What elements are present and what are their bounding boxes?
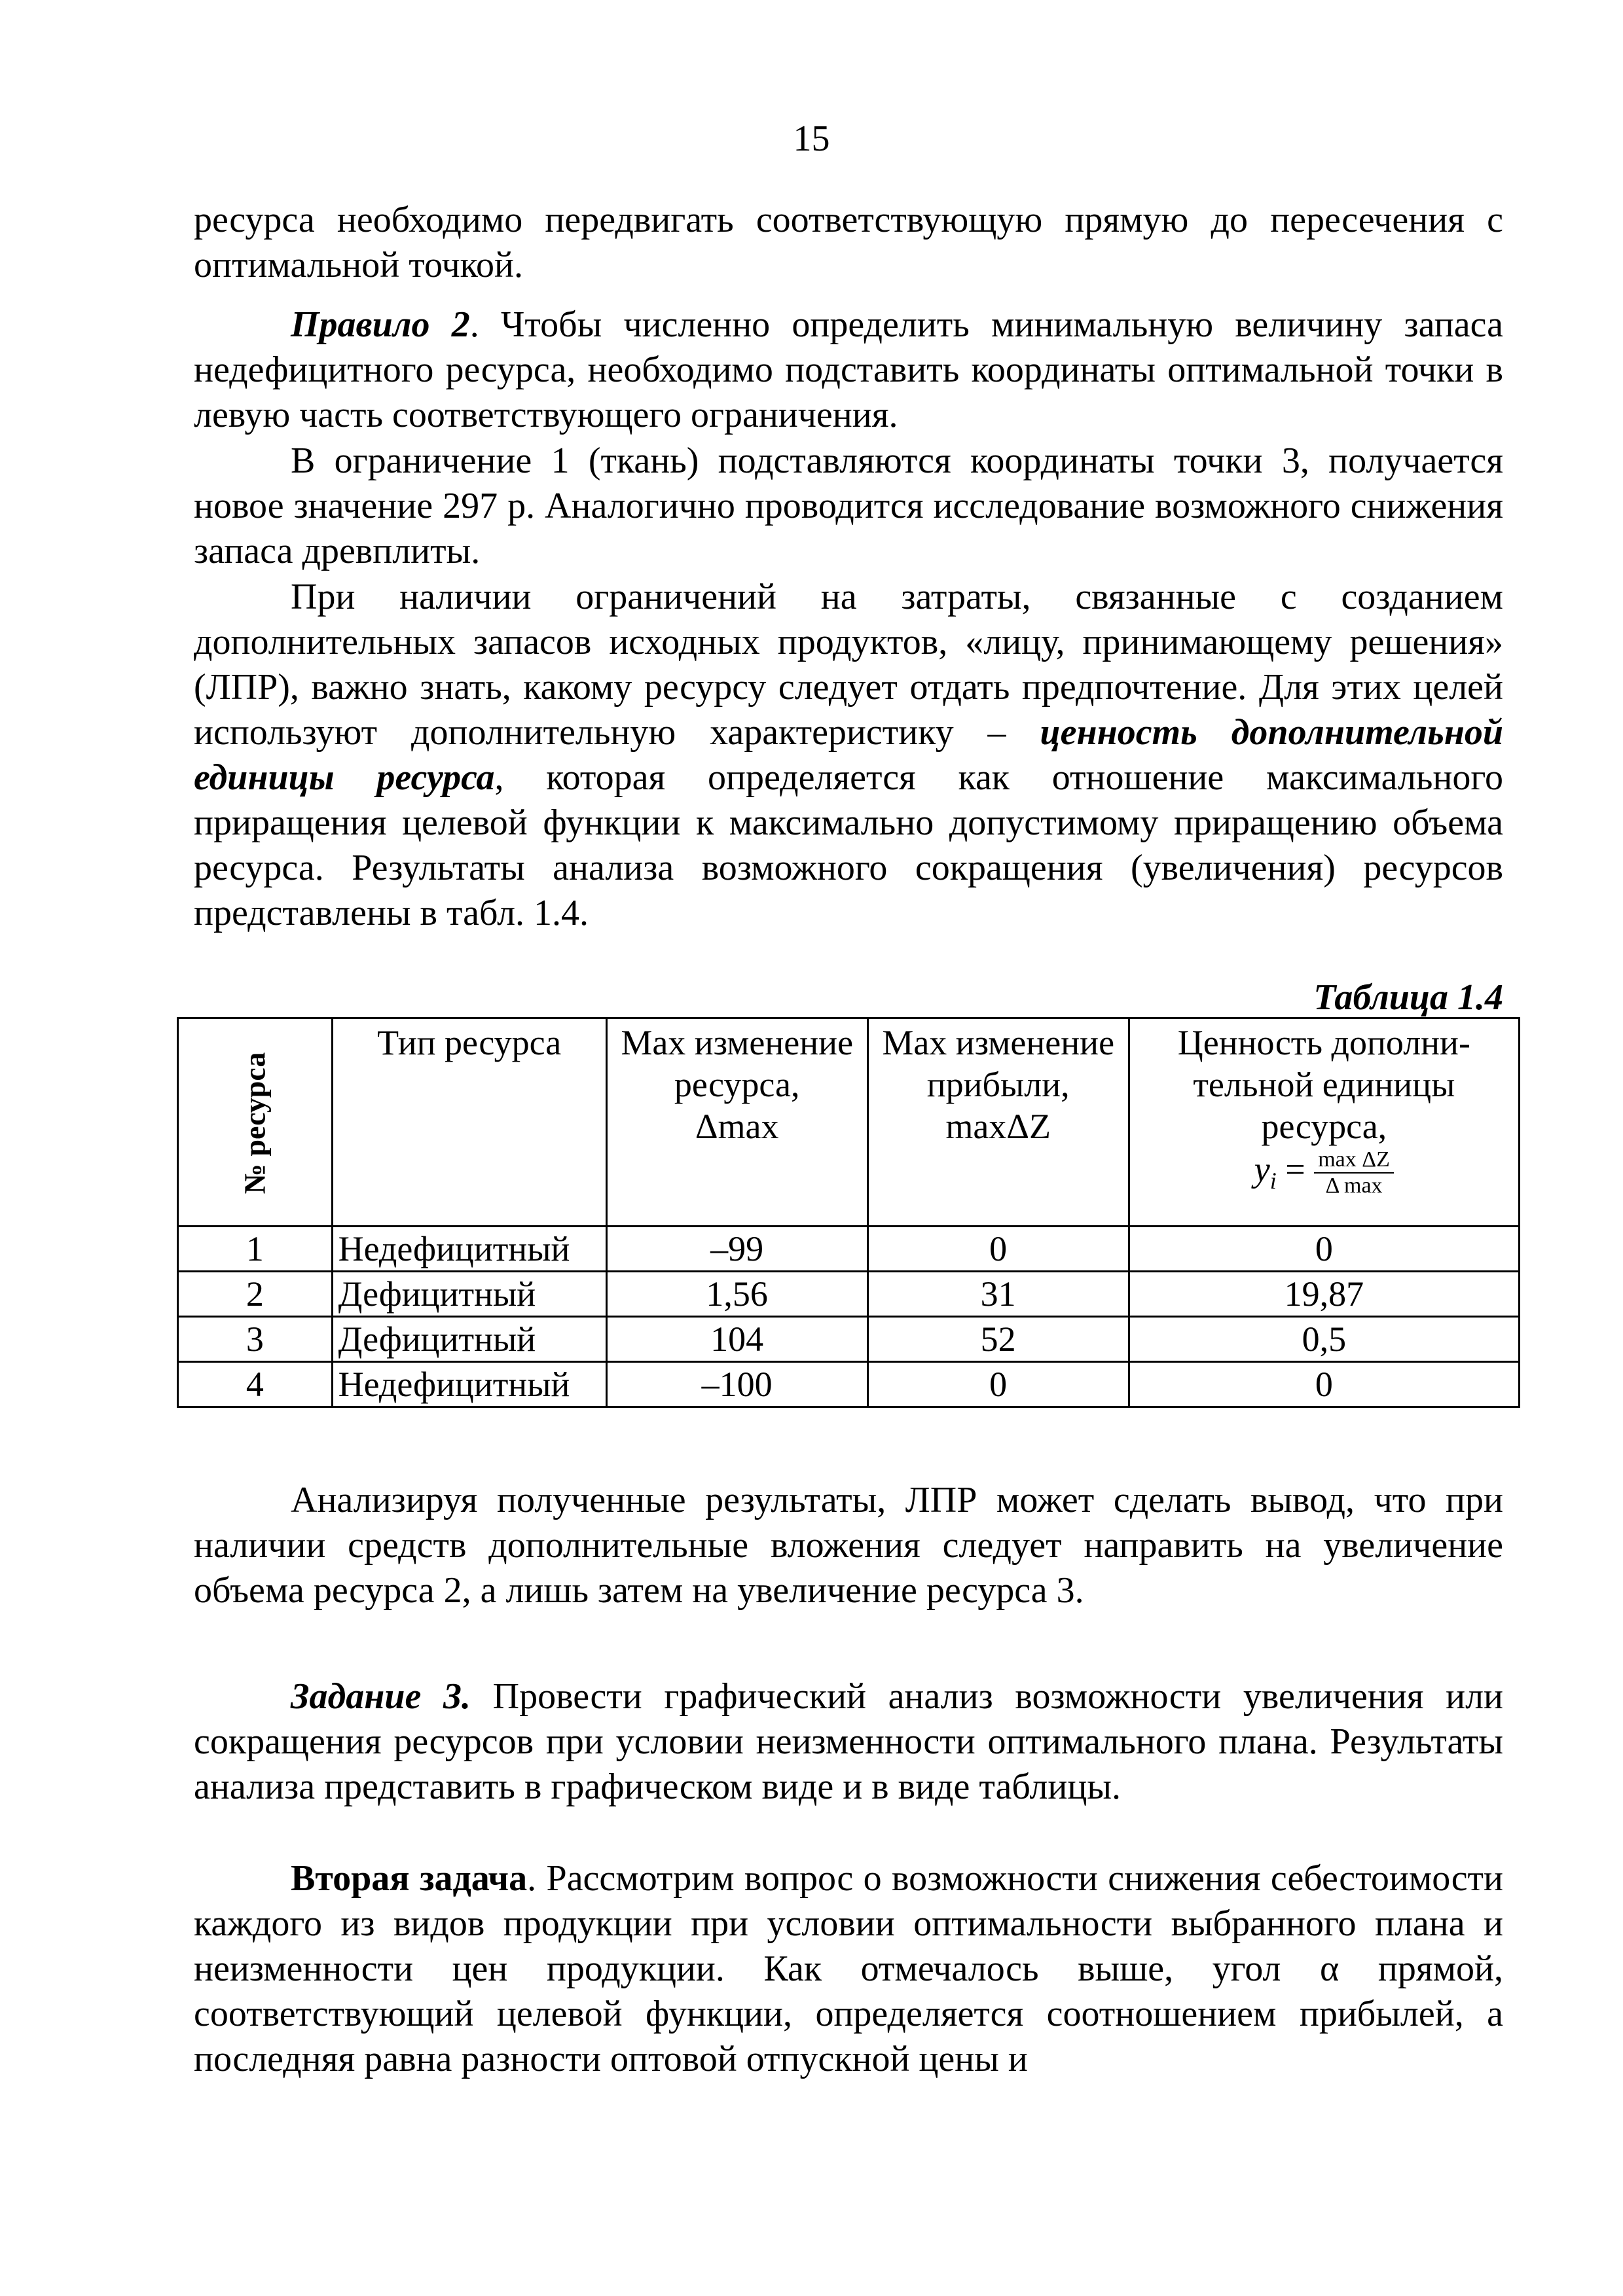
header-resource-type: Тип ресурса bbox=[332, 1018, 606, 1227]
task-3-label: Задание 3. bbox=[291, 1676, 471, 1717]
paragraph-rule-2 bbox=[194, 302, 1503, 438]
rule-2-paragraph bbox=[194, 302, 1503, 438]
resource-table bbox=[177, 1017, 1520, 1408]
header-resource-number: № ресурса bbox=[178, 1018, 333, 1227]
paragraph-second-task bbox=[194, 1856, 1503, 2082]
header-unit-value: Ценность дополни- тельной единицы ресурса, $y_i$ = $\frac{\text{max ΔZ}}{\text{Δ max}}$ bbox=[1129, 1018, 1519, 1227]
resource-value-text-before: При наличии ограничений на затраты, связанные с созданием дополнительных запасов исходных продуктов, «лицу, принимающему решения» (ЛПР), важно знать, какому ресурсу следует отдать предпочтение. Для этих целей используют дополнительную характеристику – bbox=[194, 577, 1503, 753]
paragraph-task-3 bbox=[194, 1674, 1503, 1810]
resource-value-paragraph bbox=[194, 575, 1503, 936]
second-task-paragraph bbox=[194, 1856, 1503, 2082]
table-row: 4 Недефицитный –100 0 0 bbox=[178, 1362, 1520, 1407]
table-row: 3 Дефицитный 104 52 0,5 bbox=[178, 1317, 1520, 1362]
resource-value-text-after: , которая определяется как отношение максимального приращения целевой функции к максимально допустимому приращению объема ресурса. Результаты анализа возможного сокращения (увеличения) ресурсов представлены в табл. 1.4. bbox=[194, 757, 1504, 933]
table-caption: Таблица 1.4 bbox=[1313, 977, 1503, 1018]
table-row: 2 Дефицитный 1,56 31 19,87 bbox=[178, 1272, 1520, 1317]
resource-value-term: ценность дополнительной единицы ресурса bbox=[194, 712, 1503, 798]
page-number: 15 bbox=[793, 118, 830, 159]
second-task-label: Вторая задача bbox=[291, 1858, 528, 1899]
table-header-row bbox=[178, 1018, 1520, 1227]
paragraph-text: ресурса необходимо передвигать соответствующую прямую до пересечения с оптимальной точкой. bbox=[194, 200, 1503, 285]
paragraph-continuation bbox=[194, 198, 1503, 288]
second-task-text: . Рассмотрим вопрос о возможности снижения себестоимости каждого из видов продукции при условии оптимальности выбранного плана и неизменности цен продукции. Как отмечалось выше, угол α прямой, соответствующий целевой функции, определяется соотношением прибылей, а последняя равна разности оптовой отпускной цены и bbox=[194, 1858, 1503, 2079]
header-max-change: Max изменение ресурса, Δmax bbox=[606, 1018, 867, 1227]
paragraph-resource-value bbox=[194, 575, 1503, 936]
paragraph-conclusion bbox=[194, 1478, 1503, 1613]
rule-2-label: Правило 2 bbox=[291, 304, 470, 345]
header-max-profit: Max изменение прибыли, maxΔZ bbox=[867, 1018, 1129, 1227]
formula-fraction: $\frac{\text{max ΔZ}}{\text{Δ max}}$ bbox=[1314, 1147, 1394, 1198]
task-3-paragraph bbox=[194, 1674, 1503, 1810]
table-row: 1 Недефицитный –99 0 0 bbox=[178, 1227, 1520, 1272]
rule-2-text: . Чтобы численно определить минимальную величину запаса недефицитного ресурса, необходимо подставить координаты оптимальной точки в левую часть соответствующего ограничения. bbox=[194, 304, 1504, 435]
conclusion-text: Анализируя полученные результаты, ЛПР может сделать вывод, что при наличии средств дополнительные вложения следует направить на увеличение объема ресурса 2, а лишь затем на увеличение ресурса 3. bbox=[194, 1480, 1503, 1611]
task-3-text: Провести графический анализ возможности увеличения или сокращения ресурсов при условии неизменности оптимального плана. Результаты анализа представить в графическом виде и в виде таблицы. bbox=[194, 1676, 1503, 1807]
paragraph-constraint bbox=[194, 439, 1503, 574]
constraint-text: В ограничение 1 (ткань) подставляются координаты точки 3, получается новое значение 297 р. Аналогично проводится исследование возможного снижения запаса древплиты. bbox=[194, 440, 1503, 571]
unit-value-formula: $y_i$ = $\frac{\text{max ΔZ}}{\text{Δ max}}$ bbox=[1135, 1147, 1513, 1202]
